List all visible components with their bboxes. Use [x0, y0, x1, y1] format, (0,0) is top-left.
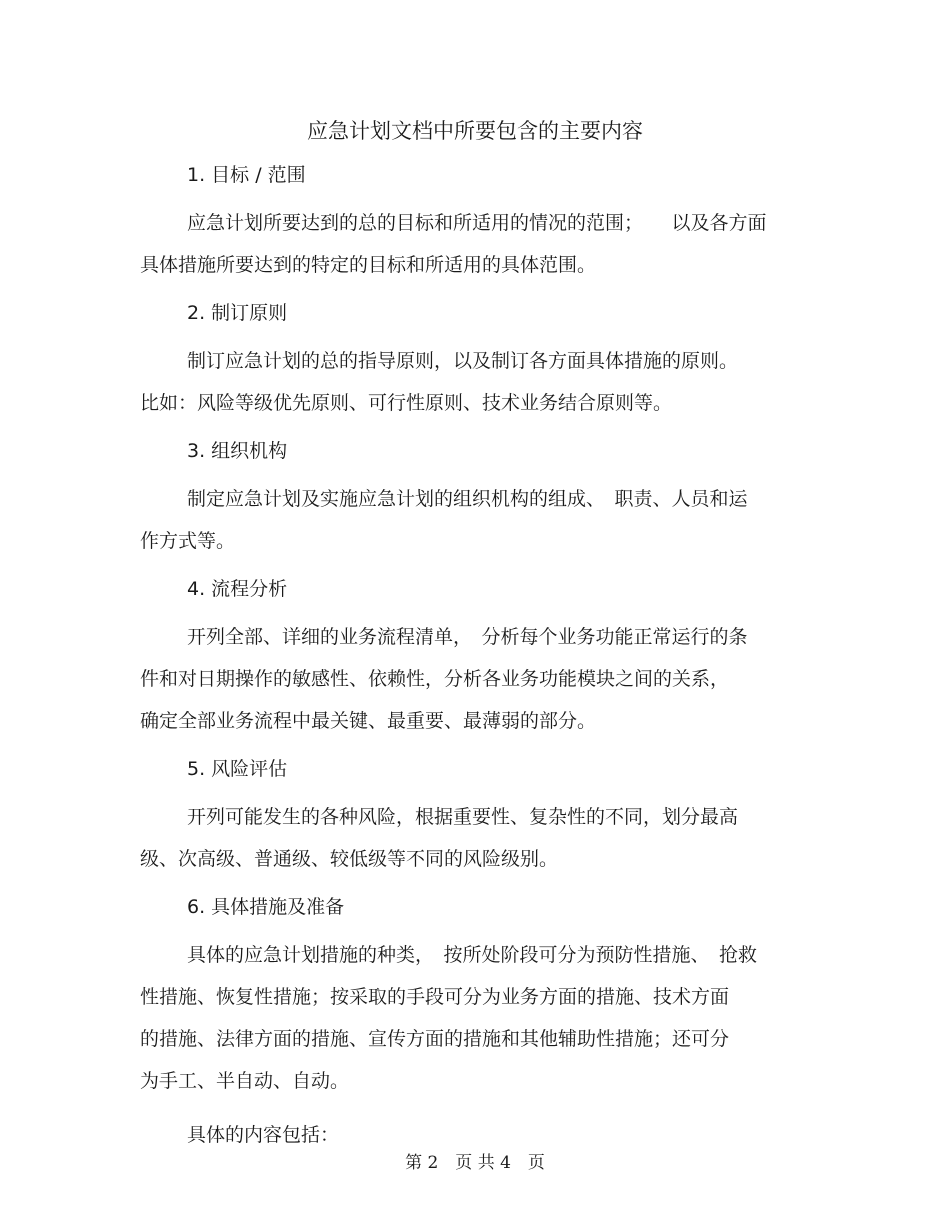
- paragraph-line: 级、次高级、普通级、较低级等不同的风险级别。: [140, 848, 559, 870]
- paragraph-line: 确定全部业务流程中最关键、最重要、最薄弱的部分。: [140, 710, 597, 732]
- paragraph-line: 开列可能发生的各种风险，根据重要性、复杂性的不同，划分最高: [187, 806, 739, 828]
- section-heading: 6. 具体措施及准备: [187, 896, 345, 918]
- paragraph-line: 应急计划所要达到的总的目标和所适用的情况的范围； 以及各方面: [187, 212, 767, 234]
- paragraph-line: 开列全部、详细的业务流程清单， 分析每个业务功能正常运行的条: [187, 626, 748, 648]
- section-paragraph: [140, 478, 820, 562]
- section-paragraph: [140, 340, 820, 424]
- section-heading: 4. 流程分析: [187, 578, 288, 600]
- section-paragraph: [140, 796, 820, 880]
- section-heading: 5. 风险评估: [187, 758, 288, 780]
- page-number-footer: 第 2 页 共 4 页: [405, 1153, 545, 1173]
- paragraph-line: 的措施、法律方面的措施、宣传方面的措施和其他辅助性措施；还可分: [140, 1028, 730, 1050]
- paragraph-line: 比如：风险等级优先原则、可行性原则、技术业务结合原则等。: [140, 392, 673, 414]
- page-title: 应急计划文档中所要包含的主要内容: [307, 119, 643, 143]
- paragraph-line: 制定应急计划及实施应急计划的组织机构的组成、 职责、人员和运: [187, 488, 748, 510]
- document-body: [140, 160, 820, 1168]
- paragraph-line: 具体的内容包括：: [187, 1124, 340, 1146]
- section-heading: 2. 制订原则: [187, 302, 288, 324]
- paragraph-line: 具体的应急计划措施的种类， 按所处阶段可分为预防性措施、 抢救: [187, 944, 758, 966]
- paragraph-line: 作方式等。: [140, 530, 236, 552]
- paragraph-line: 件和对日期操作的敏感性、依赖性，分析各业务功能模块之间的关系，: [140, 668, 730, 690]
- section-paragraph: [140, 616, 820, 742]
- paragraph-line: 制订应急计划的总的指导原则，以及制订各方面具体措施的原则。: [187, 350, 739, 372]
- section-paragraph: [140, 202, 820, 286]
- section-heading: 3. 组织机构: [187, 440, 288, 462]
- paragraph-line: 性措施、恢复性措施；按采取的手段可分为业务方面的措施、技术方面: [140, 986, 730, 1008]
- paragraph-line: 为手工、半自动、自动。: [140, 1070, 350, 1092]
- closing-paragraph: [140, 1114, 820, 1156]
- paragraph-line: 具体措施所要达到的特定的目标和所适用的具体范围。: [140, 254, 597, 276]
- section-paragraph: [140, 934, 820, 1102]
- section-heading: 1. 目标 / 范围: [187, 164, 306, 186]
